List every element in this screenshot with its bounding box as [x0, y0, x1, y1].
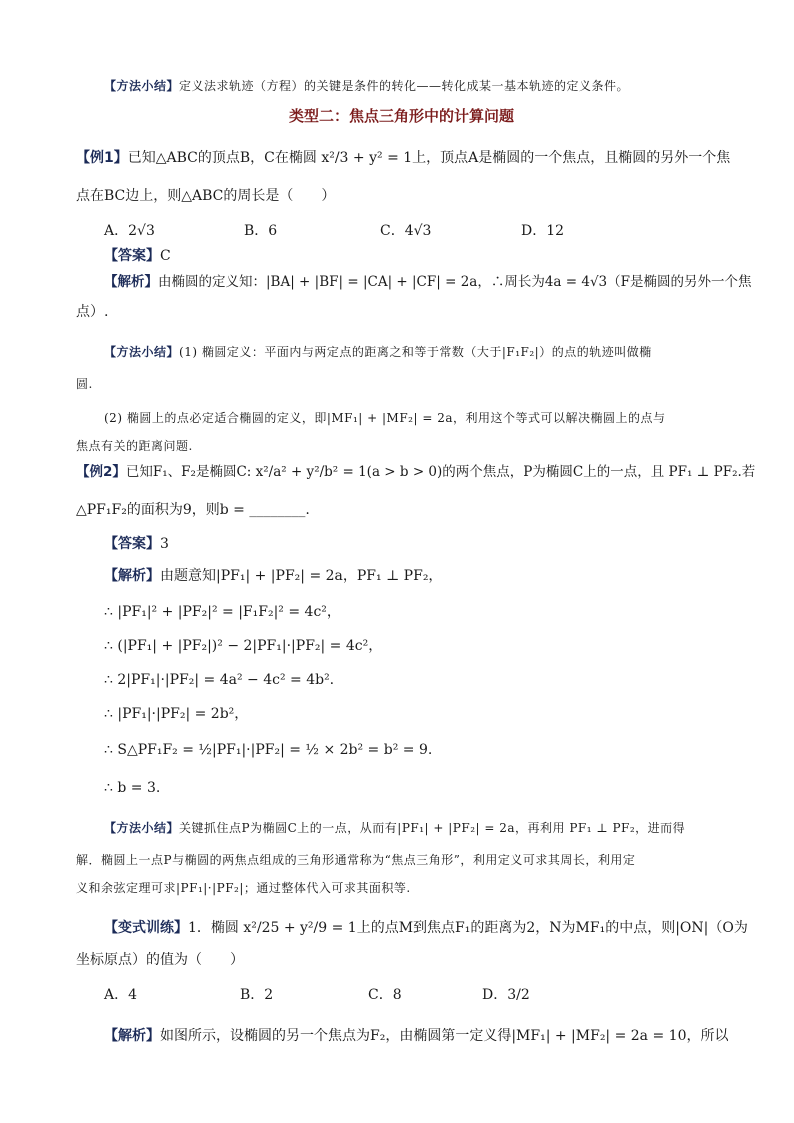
type-heading: 类型二：焦点三角形中的计算问题 — [289, 107, 515, 125]
example1-analysis-tag: 【解析】 — [104, 274, 158, 290]
summary2-line2: 解．椭圆上一点P与椭圆的两焦点组成的三角形通常称为“焦点三角形”，利用定义可求其周长，利用定 — [76, 853, 636, 867]
example2-question-line1 — [76, 462, 755, 482]
example2-tag: 【例2】 — [76, 464, 126, 480]
example1-option-b: B．6 — [244, 223, 278, 239]
variant-question-text1: 1．椭圆 x²/25 + y²/9 = 1上的点M到焦点F₁的距离为2，N为MF₁的中点，则|ON|（O为 — [188, 920, 748, 936]
variant-option-b: B．2 — [240, 987, 274, 1003]
example2-analysis-step7: ∴ b = 3. — [104, 780, 161, 796]
summary1-line1 — [104, 342, 652, 362]
variant-tag: 【变式训练】 — [104, 920, 188, 936]
variant-analysis-line1 — [104, 1026, 728, 1046]
example1-tag: 【例1】 — [76, 150, 128, 166]
example1-question-text1: 已知△ABC的顶点B，C在椭圆 x²/3 + y² = 1上，顶点A是椭圆的一个焦点，且椭圆的另外一个焦 — [127, 150, 731, 166]
variant-option-d: D．3/2 — [482, 987, 530, 1003]
example2-question-line2: △PF₁F₂的面积为9，则b = ________. — [76, 502, 310, 518]
variant-analysis-tag: 【解析】 — [104, 1028, 160, 1044]
example2-analysis-step6: ∴ S△PF₁F₂ = ½|PF₁|·|PF₂| = ½ × 2b² = b² = 9. — [104, 742, 433, 758]
example1-analysis-text1: 由椭圆的定义知：|BA| + |BF| = |CA| + |CF| = 2a，∴周长为4a = 4√3（F是椭圆的另外一个焦 — [158, 274, 752, 290]
example1-answer-tag: 【答案】 — [104, 248, 160, 264]
example2-analysis-step1-text: 由题意知|PF₁| + |PF₂| = 2a，PF₁ ⊥ PF₂， — [160, 568, 443, 584]
example2-analysis-step3: ∴ (|PF₁| + |PF₂|)² − 2|PF₁|·|PF₂| = 4c²， — [104, 638, 383, 654]
example2-answer-tag: 【答案】 — [104, 536, 160, 552]
variant-question-line1 — [104, 918, 748, 938]
example1-option-a: A．2√3 — [104, 223, 155, 239]
example1-option-c: C．4√3 — [380, 223, 432, 239]
summary1-line2: 圆. — [76, 377, 93, 391]
example2-analysis-step2: ∴ |PF₁|² + |PF₂|² = |F₁F₂|² = 4c²， — [104, 604, 341, 620]
example2-analysis-step5: ∴ |PF₁|·|PF₂| = 2b²， — [104, 706, 249, 722]
summary1-line4: 焦点有关的距离问题. — [76, 439, 193, 453]
example2-analysis-step4: ∴ 2|PF₁|·|PF₂| = 4a² − 4c² = 4b². — [104, 672, 335, 688]
method-summary-intro — [104, 76, 629, 96]
example2-question-text1: 已知F₁、F₂是椭圆C: x²/a² + y²/b² = 1(a > b > 0)的两个焦点，P为椭圆C上的一点，且 PF₁ ⊥ PF₂.若 — [125, 464, 756, 480]
summary2-tag: 【方法小结】 — [104, 821, 180, 835]
example2-analysis-step1 — [104, 566, 442, 586]
summary2-line3: 义和余弦定理可求|PF₁|·|PF₂|；通过整体代入可求其面积等. — [76, 881, 411, 895]
summary1-tag: 【方法小结】 — [104, 345, 180, 359]
example1-option-d: D．12 — [521, 223, 565, 239]
summary1-line3: (2) 椭圆上的点必定适合椭圆的定义，即|MF₁| + |MF₂| = 2a，利用这个等式可以解决椭圆上的点与 — [104, 411, 666, 425]
summary2-line1 — [104, 818, 685, 838]
summary1-text1: (1) 椭圆定义：平面内与两定点的距离之和等于常数（大于|F₁F₂|）的点的轨迹叫做椭 — [179, 345, 652, 359]
example1-question-line2: 点在BC边上，则△ABC的周长是（ ） — [76, 188, 336, 204]
example2-answer-value: 3 — [160, 536, 169, 552]
example2-answer — [104, 534, 169, 554]
example1-question-line1 — [76, 148, 730, 168]
variant-option-a: A．4 — [104, 987, 138, 1003]
method-summary-tag: 【方法小结】 — [104, 79, 180, 93]
variant-question-line2: 坐标原点）的值为（ ） — [76, 952, 244, 968]
example2-analysis-tag: 【解析】 — [104, 568, 160, 584]
example1-answer — [104, 246, 171, 266]
variant-option-c: C．8 — [368, 987, 402, 1003]
summary2-text1: 关键抓住点P为椭圆C上的一点，从而有|PF₁| + |PF₂| = 2a，再利用 PF₁ ⊥ PF₂，进而得 — [179, 821, 686, 835]
example1-analysis-line1 — [104, 272, 752, 292]
example1-analysis-line2: 点）. — [76, 304, 109, 320]
example1-answer-value: C — [160, 248, 171, 264]
method-summary-text: 定义法求轨迹（方程）的关键是条件的转化——转化成某一基本轨迹的定义条件。 — [179, 79, 630, 93]
variant-analysis-text1: 如图所示，设椭圆的另一个焦点为F₂，由椭圆第一定义得|MF₁| + |MF₂| = 2a = 10，所以 — [160, 1028, 729, 1044]
